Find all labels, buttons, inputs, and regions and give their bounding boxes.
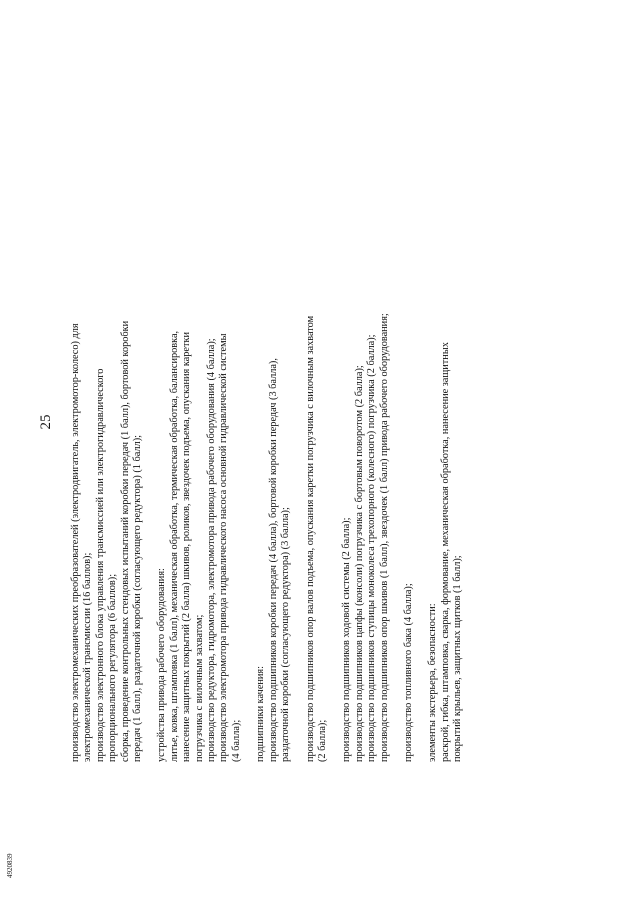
- text-line: погрузчика с вилочным захватом;: [193, 614, 205, 762]
- text-line: производство топливного бака (4 балла);: [402, 583, 414, 762]
- text-line: производство электромеханических преобразователей (электродвигатель, электромотор-колесо) для: [70, 323, 81, 762]
- paragraph-gap: [415, 112, 427, 762]
- rotated-page-content: [38, 112, 565, 762]
- page-number: 25: [38, 414, 54, 430]
- document-body: [70, 112, 465, 762]
- document-code: [6, 853, 18, 890]
- paragraph-exterior-elements: [427, 112, 464, 762]
- text-line: производство подшипников цапфы (консоли) погрузчика с бортовым поворотом (2 балла);: [353, 365, 365, 762]
- text-line: производство подшипников опор валов подъема, опускания каретки погрузчика с вилочным захватом: [304, 315, 316, 762]
- text-line: электромеханической трансмиссии (16 баллов);: [82, 552, 94, 762]
- paragraph-work-equipment-drive: [156, 112, 243, 762]
- text-line: раскрой, гибка, штамповка, сварка, формование, механическая обработка, нанесение защитных: [439, 342, 451, 762]
- paragraph-lift-shaft-bearings: [305, 112, 330, 762]
- text-line: производство подшипников ступицы моноколеса трехопорного (колесного) погрузчика (2 балла);: [366, 334, 378, 762]
- text-line: сборка, проведение контрольных стендовых испытаний коробки передач (1 балл), бортовой коробки: [119, 320, 131, 762]
- paragraph-gap: [293, 112, 305, 762]
- text-line: устройства привода рабочего оборудования:: [156, 568, 168, 762]
- text-line: пропорционального регулятора (6 баллов);: [107, 573, 119, 762]
- text-line: производство подшипников ходовой системы (2 балла);: [341, 517, 353, 762]
- text-line: (2 балла);: [316, 719, 328, 762]
- text-line: производство подшипников коробки передач (4 балла), бортовой коробки передач (3 балла),: [267, 358, 279, 762]
- paragraph-gap: [391, 112, 403, 762]
- paragraph-fuel-tank: [403, 112, 415, 762]
- paragraph-gap: [144, 112, 156, 762]
- text-line: производство электромотора привода гидравлического насоса основной гидравлической системы: [218, 333, 230, 762]
- paragraph-running-gear-bearings: [341, 112, 391, 762]
- text-line: производство электронного блока управления трансмиссией или электрогидравлического: [94, 368, 106, 762]
- document-code-text: 4920839: [6, 853, 14, 878]
- text-line: подшипники качения:: [255, 665, 267, 762]
- text-line: раздаточной коробки (согласующего редуктора) (3 балла);: [280, 507, 292, 762]
- text-line: литье, ковка, штамповка (1 балл), механическая обработка, термическая обработка, балансировка,: [168, 330, 180, 762]
- paragraph-gap: [329, 112, 341, 762]
- text-line: нанесение защитных покрытий (2 балла) шкивов, роликов, звездочек подъема, опускания каретки: [181, 332, 193, 762]
- text-line: передач (1 балл), раздаточной коробки (согласующего редуктора) (1 балл);: [132, 435, 144, 762]
- paragraph-electromechanical: [70, 112, 144, 762]
- text-line: (4 балла);: [230, 719, 242, 762]
- text-line: производство редуктора, гидромотора, электромотора привода рабочего оборудования (4 балла);: [206, 338, 218, 762]
- text-line: элементы экстерьера, безопасности:: [427, 603, 439, 762]
- text-line: производство подшипников опор шкивов (1 балл), звездочек (1 балл) привода рабочего оборудования;: [378, 313, 390, 762]
- paragraph-rolling-bearings: [255, 112, 292, 762]
- text-line: покрытий крыльев, защитных щитков (1 балл);: [452, 555, 464, 762]
- paragraph-gap: [243, 112, 255, 762]
